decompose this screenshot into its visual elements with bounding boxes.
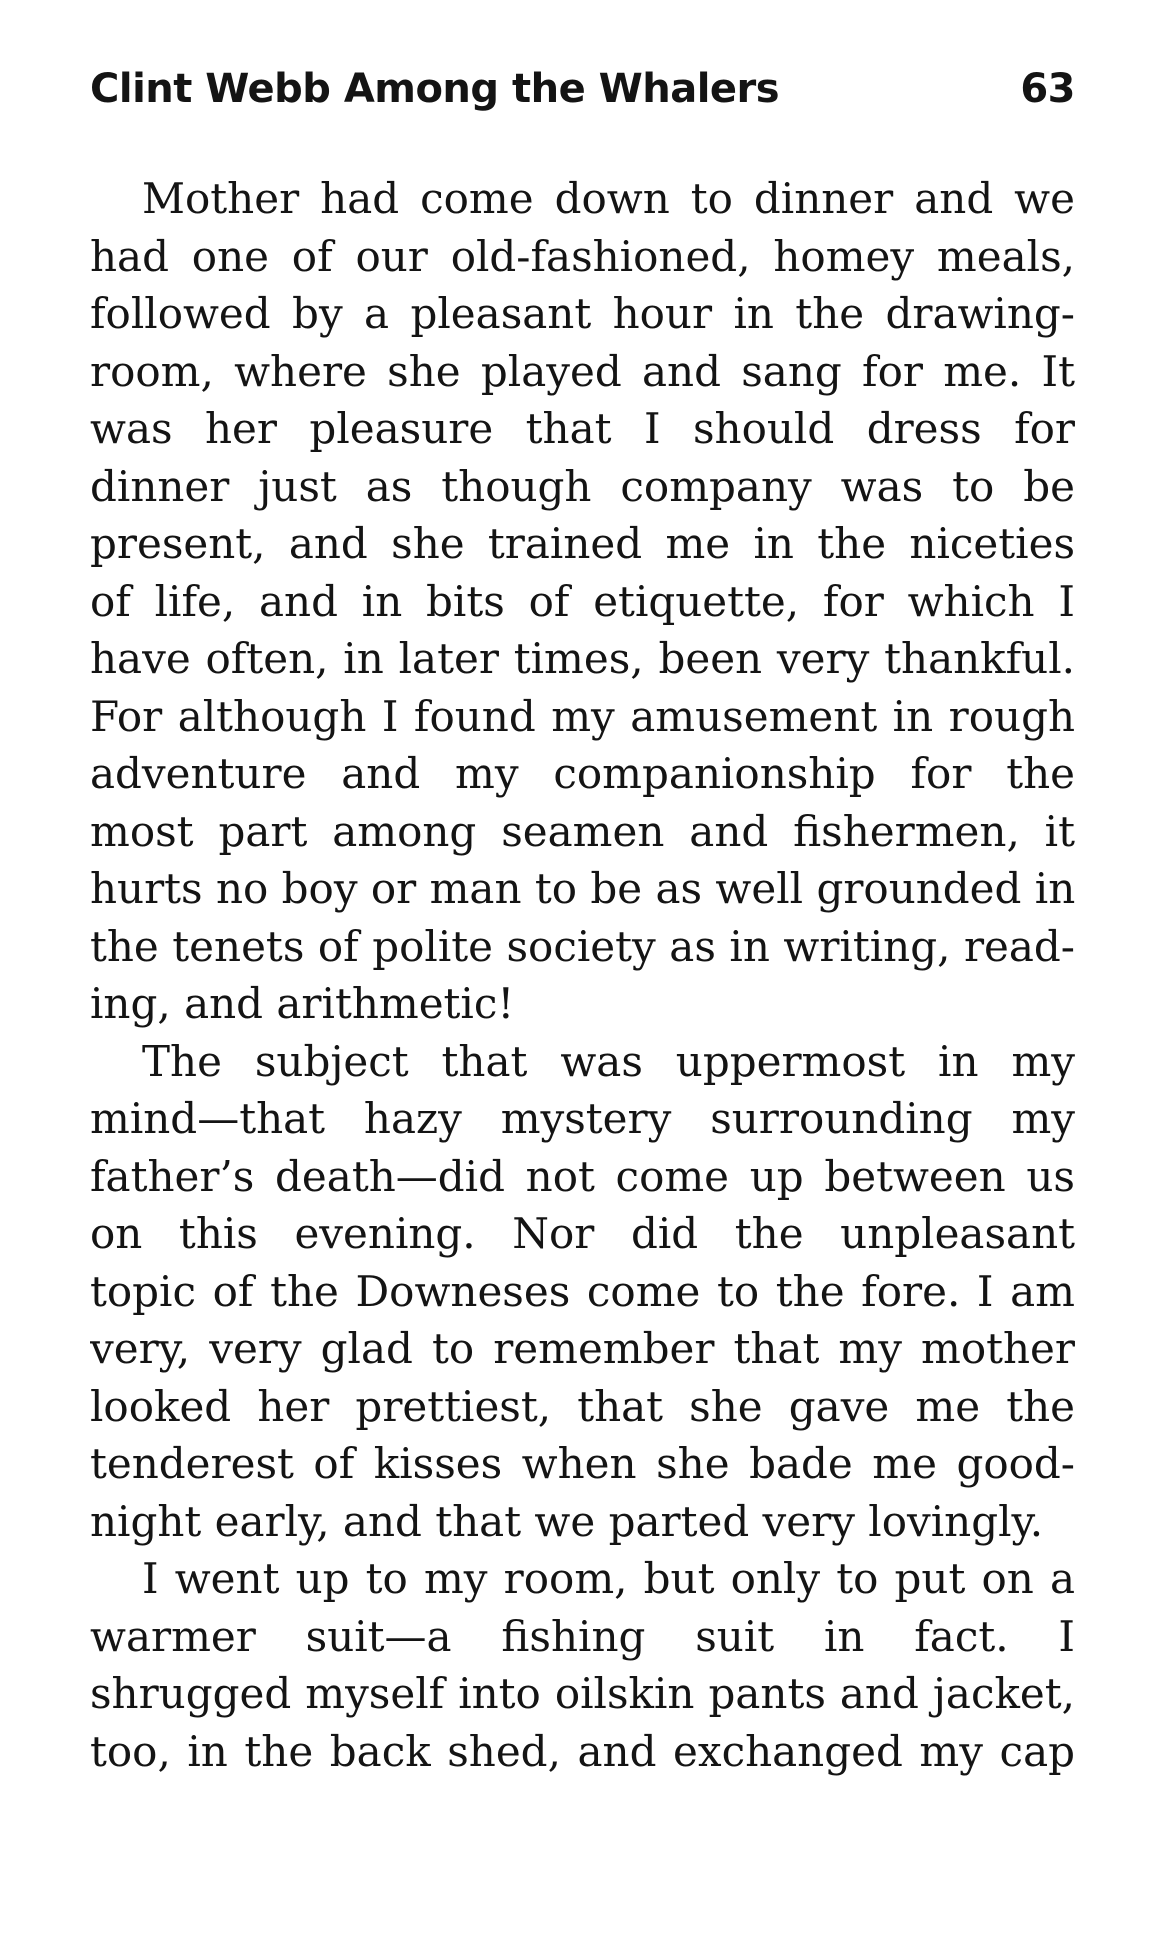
- text-line: present, and she trained me in the niceties: [90, 519, 1075, 568]
- text-line: followed by a pleasant hour in the drawing-: [90, 289, 1075, 338]
- text-line: have often, in later times, been very thankful.: [90, 634, 1075, 683]
- text-line: most part among seamen and fishermen, it: [90, 806, 1075, 856]
- text-line: mind—that hazy mystery surrounding my: [90, 1094, 1075, 1143]
- text-line: on this evening. Nor did the unpleasant: [90, 1209, 1075, 1258]
- text-line: father’s death—did not come up between us: [90, 1151, 1075, 1201]
- text-line: of life, and in bits of etiquette, for which I: [90, 576, 1075, 626]
- text-line: room, where she played and sang for me. It: [90, 346, 1075, 396]
- text-line: very, very glad to remember that my mother: [90, 1324, 1075, 1373]
- paragraph-3: [90, 1550, 1075, 1780]
- text-line: adventure and my companionship for the: [90, 749, 1075, 798]
- text-line: shrugged myself into oilskin pants and jacket,: [90, 1669, 1075, 1718]
- text-line: tenderest of kisses when she bade me good-: [90, 1439, 1075, 1488]
- text-line: night early, and that we parted very lovingly.: [90, 1496, 1044, 1546]
- page-number: 63: [1020, 66, 1075, 112]
- running-head-title: Clint Webb Among the Whalers: [90, 66, 780, 112]
- text-line: looked her prettiest, that she gave me the: [90, 1381, 1075, 1431]
- text-line: was her pleasure that I should dress for: [90, 404, 1075, 453]
- text-line: the tenets of polite society as in writing, read-: [90, 921, 1075, 971]
- text-line: For although I found my amusement in rough: [90, 691, 1075, 741]
- text-line: dinner just as though company was to be: [90, 461, 1075, 511]
- running-head: [90, 66, 1075, 126]
- text-line: ing, and arithmetic!: [90, 979, 515, 1028]
- text-line: had one of our old-fashioned, homey meals,: [90, 231, 1075, 281]
- body-text: [90, 170, 1075, 1780]
- text-line: warmer suit—a fishing suit in fact. I: [90, 1611, 1075, 1661]
- text-line: too, in the back shed, and exchanged my cap: [90, 1726, 1075, 1776]
- text-line: I went up to my room, but only to put on a: [142, 1554, 1075, 1603]
- paragraph-1: [90, 170, 1075, 1033]
- paragraph-2: [90, 1033, 1075, 1551]
- text-line: topic of the Downeses come to the fore. I am: [90, 1266, 1075, 1316]
- text-line: Mother had come down to dinner and we: [142, 174, 1075, 223]
- text-line: hurts no boy or man to be as well grounded in: [90, 864, 1075, 913]
- text-line: The subject that was uppermost in my: [142, 1036, 1075, 1086]
